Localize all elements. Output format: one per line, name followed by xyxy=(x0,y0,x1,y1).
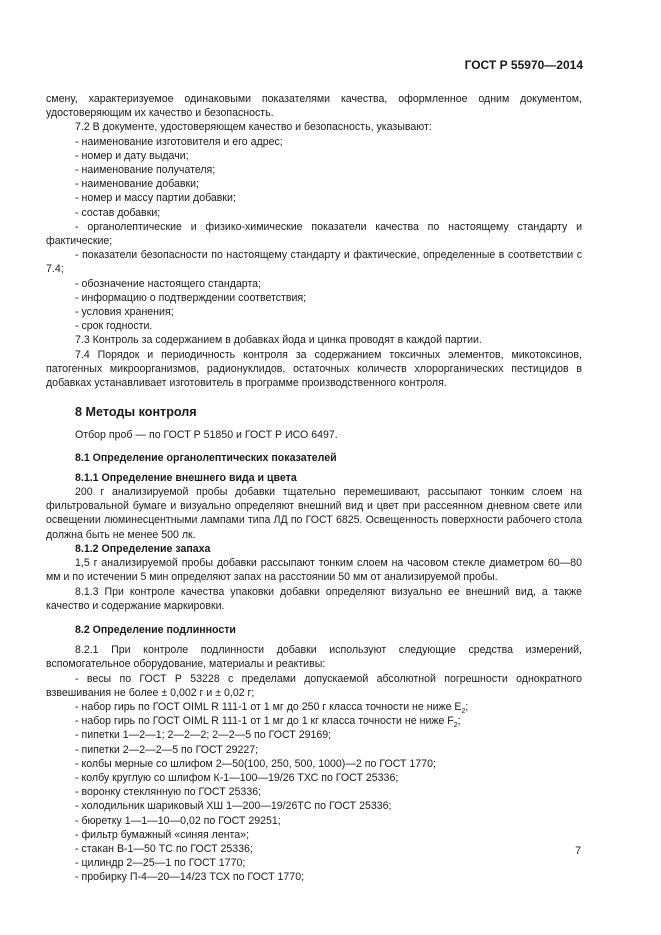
clause-7-3: 7.3 Контроль за содержанием в добавках йода и цинка проводят в каждой партии. xyxy=(75,334,482,347)
clause-7-2-intro: 7.2 В документе, удостоверяющем качество и безопасность, указывают: xyxy=(75,121,432,134)
list-item: - наименование изготовителя и его адрес; xyxy=(75,135,283,148)
clause-7-2-list xyxy=(46,135,582,334)
list-item: - фильтр бумажный «синяя лента»; xyxy=(75,828,250,841)
list-item: - пробирку П-4—20—14/23 ТСХ по ГОСТ 1770; xyxy=(75,871,305,884)
list-item: - номер и дату выдачи; xyxy=(75,149,189,162)
list-item: - колбу круглую со шлифом К-1—100—19/26 ТХС по ГОСТ 25336; xyxy=(75,771,399,784)
list-item: - состав добавки; xyxy=(75,206,161,219)
clause-8-1-2-heading: 8.1.2 Определение запаха xyxy=(75,542,211,555)
list-item: - весы по ГОСТ Р 53228 с пределами допускаемой абсолютной погрешности однократного взвешивания не более ± 0,002 г и ± 0,02 г; xyxy=(46,672,582,699)
section-8-heading: 8 Методы контроля xyxy=(75,405,197,420)
list-item: - колбы мерные со шлифом 2—50(100, 250, 500, 1000)—2 по ГОСТ 1770; xyxy=(75,757,436,770)
list-item: - бюретку 1—1—10—0,02 по ГОСТ 29251; xyxy=(75,814,281,827)
clause-7-4: 7.4 Порядок и периодичность контроля за содержанием токсичных элементов, микотоксинов, патогенных микроорганизмов, радионуклидов, остаточных количеств хлорорганических пестицидов в добавках устанавливает изготовитель в программе производственного контроля. xyxy=(46,348,582,390)
list-item: - наименование добавки; xyxy=(75,178,199,191)
clause-8-1-1-heading: 8.1.1 Определение внешнего вида и цвета xyxy=(75,471,297,484)
list-item-text: - набор гирь по ГОСТ OIML R 111-1 от 1 мг до 250 г класса точности не ниже E xyxy=(75,700,462,713)
sampling-paragraph: Отбор проб — по ГОСТ Р 51850 и ГОСТ Р ИСО 6497. xyxy=(75,429,338,442)
list-item xyxy=(46,700,582,714)
equipment-list xyxy=(46,672,582,885)
section-8-2-heading: 8.2 Определение подлинности xyxy=(75,623,236,636)
list-item: - условия хранения; xyxy=(75,306,174,319)
section-8-1-heading: 8.1 Определение органолептических показателей xyxy=(75,451,337,464)
list-item: - пипетки 2—2—2—5 по ГОСТ 29227; xyxy=(75,743,259,756)
document-header: ГОСТ Р 55970—2014 xyxy=(464,58,583,72)
list-item: - органолептические и физико-химические показатели качества по настоящему стандарту и фактические; xyxy=(46,220,582,248)
list-item-end: ; xyxy=(465,700,469,713)
list-item: - воронку стеклянную по ГОСТ 25336; xyxy=(75,786,262,799)
list-item: - цилиндр 2—25—1 по ГОСТ 1770; xyxy=(75,857,246,870)
page-body xyxy=(46,92,582,885)
clause-8-2-1-intro: 8.2.1 При контроле подлинности добавки используют следующие средства измерений, вспомогательное оборудование, материалы и реактивы: xyxy=(46,644,582,671)
list-item-end: ; xyxy=(457,715,461,728)
list-item: - показатели безопасности по настоящему стандарту и фактические, определенные в соответствии с 7.4; xyxy=(46,249,582,276)
list-item: - номер и массу партии добавки; xyxy=(75,192,236,205)
list-item: - холодильник шариковый ХШ 1—200—19/26ТС по ГОСТ 25336; xyxy=(75,800,392,813)
subscript: 2 xyxy=(453,722,458,730)
list-item: - наименование получателя; xyxy=(75,164,216,177)
list-item xyxy=(46,714,582,728)
list-item-text: - набор гирь по ГОСТ OIML R 111-1 от 1 мг до 1 кг класса точности не ниже F xyxy=(75,715,454,728)
list-item: - пипетки 1—2—1; 2—2—2; 2—2—5 по ГОСТ 29169; xyxy=(75,729,332,742)
list-item: - срок годности. xyxy=(75,320,153,333)
clause-8-1-1-text: 200 г анализируемой пробы добавки тщательно перемешивают, рассыпают тонким слоем на фильтровальной бумаге и визуально определяют внешний вид и цвет при рассеянном дневном свете или освещении люминесцентными лампами типа ЛД по ГОСТ 6825. Освещенность поверхности рабочего стола должна быть не менее 500 лк. xyxy=(46,486,582,541)
clause-8-1-2-text: 1,5 г анализируемой пробы добавки рассыпают тонким слоем на часовом стекле диаметром 60—80 мм и по истечении 5 мин определяют запах на расстоянии 50 мм от анализируемой пробы. xyxy=(46,557,582,584)
list-item: - обозначение настоящего стандарта; xyxy=(75,277,262,290)
continuation-paragraph: сменy, характеризуемое одинаковыми показателями качества, оформленное одним документом, удостоверяющим их качество и безопасность. xyxy=(46,93,582,120)
page-number: 7 xyxy=(575,845,581,857)
list-item: - информацию о подтверждении соответствия; xyxy=(75,291,307,304)
subscript: 2 xyxy=(461,708,466,716)
list-item: - стакан В-1—50 ТС по ГОСТ 25336; xyxy=(75,842,253,855)
clause-8-1-3-text: 8.1.3 При контроле качества упаковки добавки определяют визуально ее внешний вид, а также качество и содержание маркировки. xyxy=(46,585,582,612)
